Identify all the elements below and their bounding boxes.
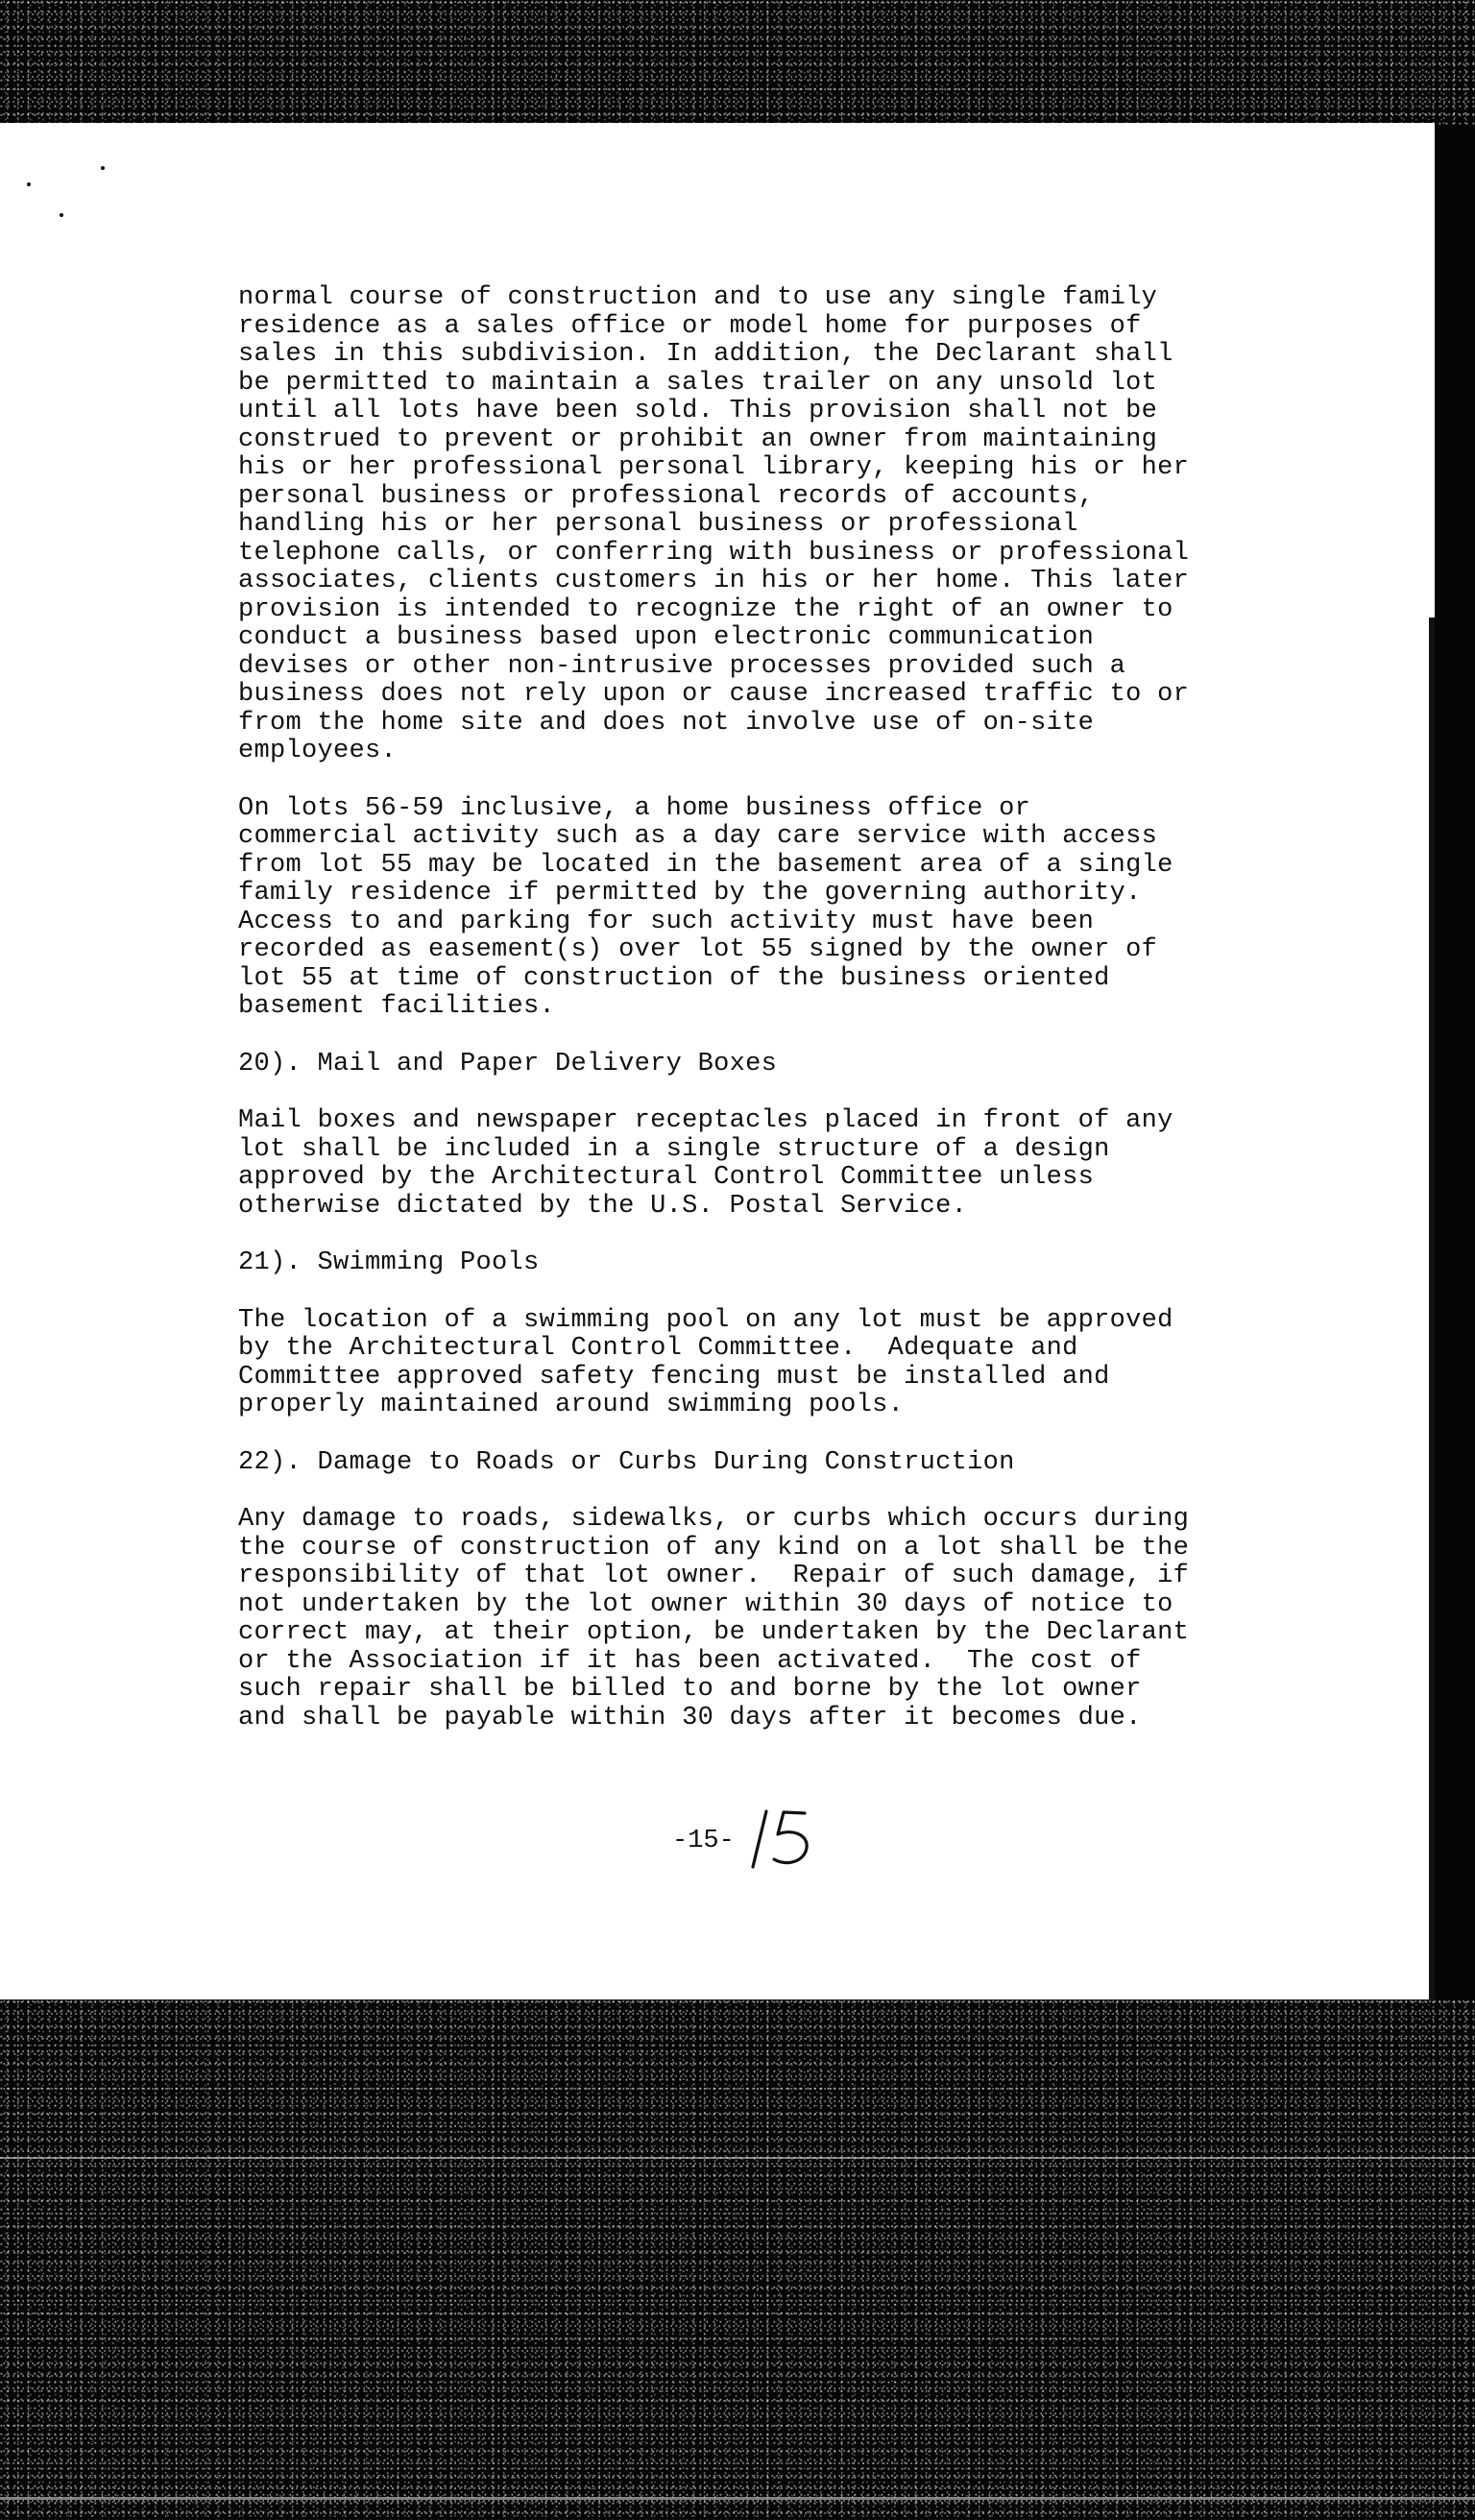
section-heading-swimming-pools: 21). Swimming Pools: [238, 1248, 540, 1277]
page-footer: [672, 1805, 864, 1882]
scan-border-top: [0, 0, 1475, 125]
scan-speck: [60, 213, 63, 217]
section-heading-road-damage: 22). Damage to Roads or Curbs During Construction: [238, 1447, 1015, 1477]
section-heading-mail-boxes: 20). Mail and Paper Delivery Boxes: [238, 1049, 778, 1078]
section-body-swimming-pools: The location of a swimming pool on any lot must be approved by the Architectural Control Committee. Adequate and Committee approved safety fencing must be installed and properly maintained around swimming pools.: [238, 1305, 1173, 1419]
page-edge-shadow: [1429, 618, 1435, 2120]
paragraph-basement-business: On lots 56-59 inclusive, a home business office or commercial activity such as a day care service with access from lot 55 may be located in the basement area of a single family residence if permitted by the governing authority. Access to and parking for such activity must have been recorded as easement(s) over lot 55 signed by the owner of lot 55 at time of construction of the business oriented basement facilities.: [238, 793, 1173, 1021]
page-number: -15-: [672, 1827, 735, 1855]
document-body: [238, 284, 1285, 1761]
scan-border-bottom: [0, 1999, 1475, 2520]
scan-artifact-line: [0, 2497, 1475, 2500]
paragraph-home-business: normal course of construction and to use any single family residence as a sales office or model home for purposes of sales in this subdivision. In addition, the Declarant shall be permitted to maintain a sales trailer on any unsold lot until all lots have been sold. This provision shall not be construed to prevent or prohibit an owner from maintaining his or her professional personal library, keeping his or her personal business or professional records of accounts, handling his or her personal business or professional telephone calls, or conferring with business or professional associates, clients customers in his or her home. This later provision is intended to recognize the right of an owner to conduct a business based upon electronic communication devises or other non-intrusive processes provided such a business does not rely upon or cause increased traffic to or from the home site and does not involve use of on-site employees.: [238, 283, 1190, 765]
handwritten-page-number: [749, 1805, 826, 1873]
scan-speck: [27, 182, 31, 186]
scan-speck: [101, 166, 105, 170]
section-body-road-damage: Any damage to roads, sidewalks, or curbs which occurs during the course of construction of any kind on a lot shall be the responsibility of that lot owner. Repair of such damage, if not undertaken by the lot owner within 30 days of notice to correct may, at their option, be undertaken by the Declarant or the Association if it has been activated. The cost of such repair shall be billed to and borne by the lot owner and shall be payable within 30 days after it becomes due.: [238, 1505, 1190, 1732]
scan-artifact-line: [0, 2157, 1475, 2159]
section-body-mail-boxes: Mail boxes and newspaper receptacles placed in front of any lot shall be included in a single structure of a design approved by the Architectural Control Committee unless otherwise dictated by the U.S. Postal Service.: [238, 1106, 1173, 1221]
